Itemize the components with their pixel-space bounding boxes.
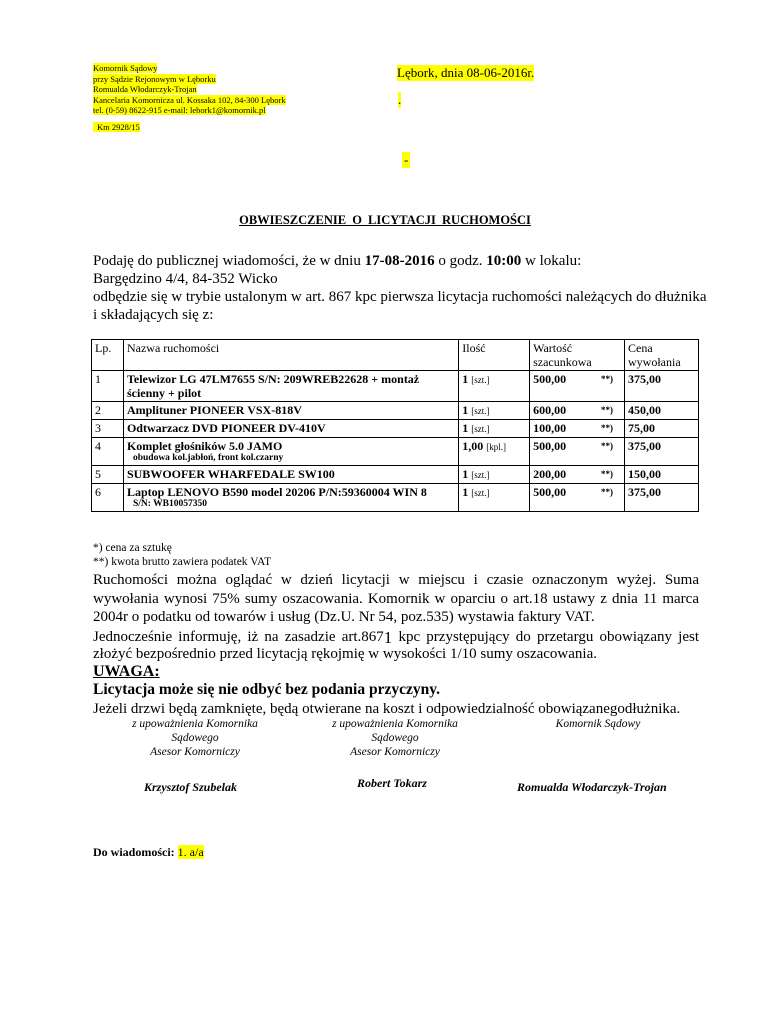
intro-text-2: o godz. [434,253,487,269]
item-name: Amplituner PIONEER VSX-818V [126,403,302,417]
vat-mark: **) [601,441,614,451]
table-row [92,484,699,512]
row-qty [459,371,530,402]
vat-mark: **) [601,487,614,497]
intro-text-1: Podaję do publicznej wiadomości, że w dniu [93,253,365,269]
row-item-name [123,484,458,512]
row-price: 375,00 [625,484,699,512]
row-lp: 1 [92,371,124,402]
intro-text-4: odbędzie się w trybie ustalonym w art. 867 kpc pierwsza licytacja ruchomości należących do dłużnika i składających się z: [93,289,707,323]
table-header-row [92,340,699,371]
distribution-label: Do wiadomości: [93,845,178,859]
row-price: 375,00 [625,371,699,402]
row-lp: 3 [92,420,124,438]
header-value-line-2: szacunkowa [533,355,592,369]
qty-value: 1 [462,421,469,435]
placeholder-dot: . [398,92,402,107]
qty-unit: [szt.] [471,375,490,385]
row-lp: 5 [92,466,124,484]
header-line-1: Komornik Sądowy [93,63,158,73]
vat-mark: **) [601,374,614,384]
auction-time: 10:00 [486,253,522,269]
intro-paragraph [93,252,713,324]
header-line-5: tel. (0-59) 8622-915 e-mail: lebork1@komornik.pl [93,105,266,116]
header-qty: Ilość [459,340,530,371]
sig-left-line-3: Asesor Komorniczy [150,746,240,758]
signer-left-name: Krzysztof Szubelak [144,780,238,794]
row-lp: 6 [92,484,124,512]
deposit-text-1: Jednocześnie informuję, iż na zasadzie art.867 [93,628,384,645]
qty-unit: [szt.] [471,406,490,416]
header-name: Nazwa ruchomości [123,340,458,371]
qty-unit: [szt.] [471,470,490,480]
row-value [530,420,625,438]
row-item-name [123,438,458,466]
signature-block-left [110,717,280,759]
header-line-4: Kancelaria Komornicza ul. Kossaka 102, 84-300 Lębork [93,94,286,105]
row-lp: 4 [92,438,124,466]
table-row [92,402,699,420]
header-price-line-2: wywołania [628,355,681,369]
row-qty [459,484,530,512]
qty-value: 1 [462,467,469,481]
signature-block-right [528,717,668,731]
row-item-name [123,371,458,402]
header-price [625,340,699,371]
sig-middle-line-3: Asesor Komorniczy [350,746,440,758]
value-amount: 100,00 [533,421,567,435]
auction-location: Bargędzino 4/4, 84-352 Wicko [93,271,278,287]
table-row [92,371,699,402]
sig-right-line-1: Komornik Sądowy [555,718,641,730]
table-row [92,420,699,438]
distribution-value: 1. a/a [177,845,204,859]
vat-mark: **) [601,423,614,433]
header-price-line-1: Cena [628,341,653,355]
warning-text: Licytacja może się nie odbyć bez podania przyczyny. [93,681,440,698]
footnote-2: **) kwota brutto zawiera podatek VAT [93,556,272,568]
case-number: Km 2928/15 [93,122,140,132]
row-price: 375,00 [625,438,699,466]
footnote-1: *) cena za sztukę [93,542,172,554]
items-table [91,339,699,512]
qty-unit: [szt.] [471,488,490,498]
article-superscript: 1 [383,627,393,647]
sig-middle-line-1: z upoważnienia Komornika [332,718,458,730]
row-qty [459,466,530,484]
qty-value: 1,00 [462,439,484,453]
item-name: Telewizor LG 47LM7655 S/N: 209WREB22628 + montaż ścienny + pilot [126,372,420,400]
row-value [530,438,625,466]
row-item-name [123,402,458,420]
row-price: 450,00 [625,402,699,420]
item-name: SUBWOOFER WHARFEDALE SW100 [126,467,335,481]
row-qty [459,420,530,438]
row-item-name [123,420,458,438]
row-lp: 2 [92,402,124,420]
value-amount: 600,00 [533,403,567,417]
item-name: Komplet głośników 5.0 JAMO [126,439,283,453]
qty-unit: [kpl.] [486,442,506,452]
row-price: 150,00 [625,466,699,484]
table-row [92,466,699,484]
table-row [92,438,699,466]
header-value-line-1: Wartość [533,341,573,355]
place-date: Lębork, dnia 08-06-2016r. [397,65,535,80]
viewing-paragraph: Ruchomości można oglądać w dzień licytacji w miejscu i czasie oznaczonym wyżej. Suma wywołania wynosi 75% sumy oszacowania. Komornik w oparciu o art.18 ustawy z dnia 11 marca 2004r o podatku od towarów i usług (Dz.U. Nr 54, poz.535) wystawia faktury VAT. [93,572,699,625]
sig-left-line-2: Sądowego [171,732,219,744]
row-value [530,484,625,512]
header-line-3: Romualda Włodarczyk-Trojan [93,84,197,95]
value-amount: 200,00 [533,467,567,481]
notice-body [93,569,699,718]
value-amount: 500,00 [533,485,567,499]
deposit-text-2: kpc przystępujący do przetargu obowiązany jest złożyć bezpośrednio przed licytacją rękojmię w wysokości 1/10 sumy oszacowania. [93,628,699,662]
item-name: Laptop LENOVO B590 model 20206 P/N:59360004 WIN 8 [126,485,427,499]
vat-mark: **) [601,469,614,479]
signature-block-middle [310,717,480,759]
doors-paragraph: Jeżeli drzwi będą zamknięte, będą otwierane na koszt i odpowiedzialność obowiązanegodłużnika. [93,700,681,717]
sig-middle-line-2: Sądowego [371,732,419,744]
item-subtext: obudowa kol.jabłoń, front kol.czarny [132,453,284,463]
qty-value: 1 [462,372,469,386]
row-value [530,466,625,484]
header-line-2: przy Sądzie Rejonowym w Lęborku [93,73,216,84]
row-value [530,371,625,402]
header-lp: Lp. [92,340,124,371]
item-name: Odtwarzacz DVD PIONEER DV-410V [126,421,326,435]
row-item-name [123,466,458,484]
row-qty [459,438,530,466]
signer-middle-name: Robert Tokarz [357,776,427,790]
row-value [530,402,625,420]
page-title: OBWIESZCZENIE O LICYTACJI RUCHOMOŚCI [239,213,531,227]
auction-date: 17-08-2016 [364,253,435,269]
qty-value: 1 [462,485,469,499]
signer-right-name: Romualda Włodarczyk-Trojan [517,780,667,794]
sig-left-line-1: z upoważnienia Komornika [132,718,258,730]
intro-text-3: w lokalu: [521,253,582,269]
row-qty [459,402,530,420]
header-value [530,340,625,371]
item-subtext: S/N: WB10057350 [132,499,207,509]
value-amount: 500,00 [533,439,567,453]
deposit-paragraph [93,629,699,663]
footnotes [93,541,271,569]
qty-unit: [szt.] [471,424,490,434]
row-price: 75,00 [625,420,699,438]
placeholder-dash: - [404,152,409,167]
distribution-line [93,845,204,860]
uwaga-label: UWAGA: [93,662,160,680]
value-amount: 500,00 [533,372,567,386]
vat-mark: **) [601,405,614,415]
qty-value: 1 [462,403,469,417]
warning-heading [93,663,699,682]
office-header [93,63,286,133]
